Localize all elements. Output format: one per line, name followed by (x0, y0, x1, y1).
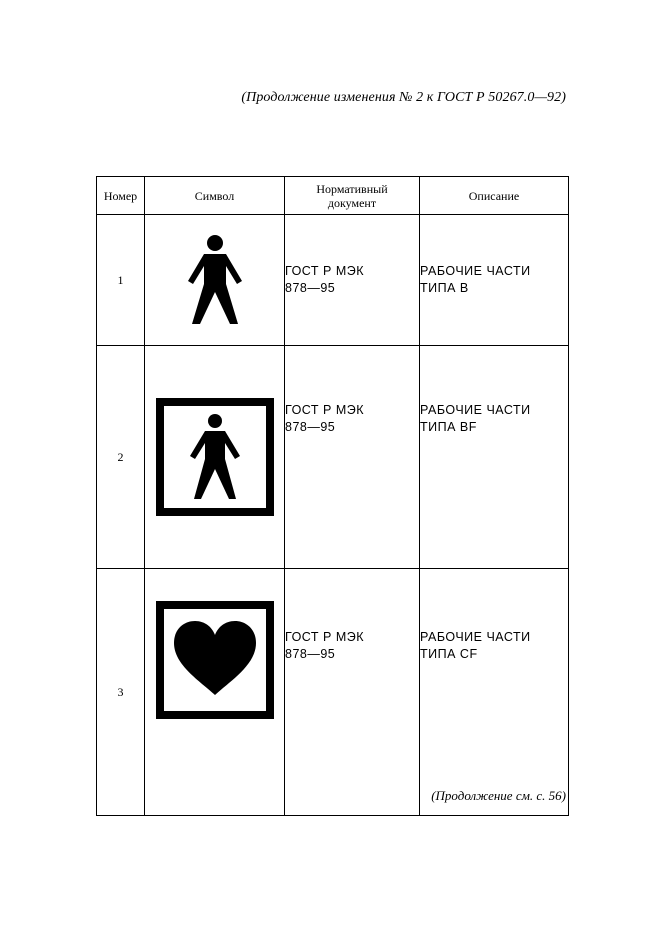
column-header-normative-doc (285, 177, 420, 215)
description-cell (420, 569, 569, 816)
table-row (97, 346, 569, 569)
column-header-description: Описание (420, 177, 569, 215)
doc-line2: 878—95 (285, 420, 336, 434)
normative-doc-cell (285, 215, 420, 346)
column-header-number: Номер (97, 177, 145, 215)
doc-line1: ГОСТ Р МЭК (285, 630, 364, 644)
header-continuation-note: (Продолжение изменения № 2 к ГОСТ Р 50267.0—92) (241, 90, 566, 105)
desc-line1: РАБОЧИЕ ЧАСТИ (420, 264, 531, 278)
row-number: 2 (97, 346, 145, 569)
heart-in-square-icon (156, 601, 274, 719)
desc-line2: ТИПА CF (420, 647, 478, 661)
desc-line1: РАБОЧИЕ ЧАСТИ (420, 403, 531, 417)
normative-doc-cell (285, 346, 420, 569)
description-cell (420, 346, 569, 569)
desc-line1: РАБОЧИЕ ЧАСТИ (420, 630, 531, 644)
column-header-normative-doc-line1: Нормативный (316, 181, 388, 196)
symbol-cell (145, 569, 285, 816)
desc-line2: ТИПА B (420, 281, 469, 295)
doc-line1: ГОСТ Р МЭК (285, 403, 364, 417)
desc-line2: ТИПА BF (420, 420, 477, 434)
symbol-cell (145, 346, 285, 569)
row-number: 1 (97, 215, 145, 346)
symbols-table (96, 176, 569, 816)
person-in-square-icon (156, 398, 274, 516)
doc-line1: ГОСТ Р МЭК (285, 264, 364, 278)
normative-doc-cell (285, 569, 420, 816)
description-cell (420, 215, 569, 346)
table-row (97, 215, 569, 346)
symbol-cell (145, 215, 285, 346)
footer-continuation-note: (Продолжение см. с. 56) (431, 788, 566, 803)
row-number: 3 (97, 569, 145, 816)
person-icon (185, 234, 245, 326)
doc-line2: 878—95 (285, 281, 336, 295)
column-header-normative-doc-line2: документ (327, 195, 377, 210)
doc-line2: 878—95 (285, 647, 336, 661)
column-header-symbol: Символ (145, 177, 285, 215)
table-row (97, 569, 569, 816)
table-header-row (97, 177, 569, 215)
